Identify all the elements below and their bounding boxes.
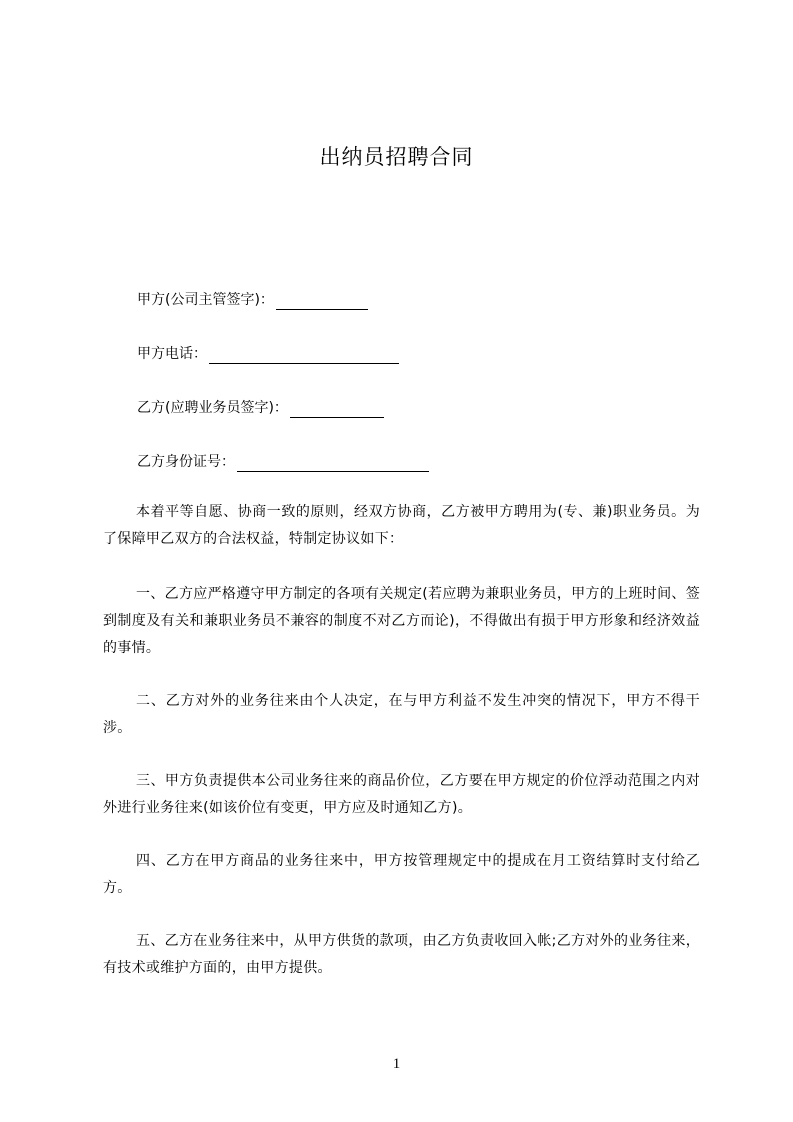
page-number: 1 (392, 1056, 401, 1072)
party-b-signature-blank (290, 402, 384, 418)
party-a-phone-blank (209, 348, 399, 364)
party-b-id-label: 乙方身份证号： (137, 454, 235, 470)
party-b-id-blank (237, 456, 429, 472)
party-a-phone-field (137, 344, 399, 364)
clause-5-paragraph: 五、乙方在业务往来中，从甲方供货的款项，由乙方负责收回入帐;乙方对外的业务往来，有技术或维护方面的，由甲方提供。 (103, 933, 700, 976)
clause-2-paragraph: 二、乙方对外的业务往来由个人决定，在与甲方利益不发生冲突的情况下，甲方不得干涉。 (103, 693, 700, 736)
intro-paragraph: 本着平等自愿、协商一致的原则，经双方协商，乙方被甲方聘用为(专、兼)职业务员。为了保障甲乙双方的合法权益，特制定协议如下： (103, 504, 700, 547)
party-b-signature-label: 乙方(应聘业务员签字)： (137, 400, 288, 416)
party-a-signature-label: 甲方(公司主管签字)： (137, 292, 274, 308)
party-b-signature-field (137, 398, 384, 418)
clause-4-paragraph: 四、乙方在甲方商品的业务往来中，甲方按管理规定中的提成在月工资结算时支付给乙方。 (103, 853, 700, 896)
party-a-phone-label: 甲方电话： (137, 346, 207, 362)
clause-1-paragraph: 一、乙方应严格遵守甲方制定的各项有关规定(若应聘为兼职业务员，甲方的上班时间、签到制度及有关和兼职业务员不兼容的制度不对乙方而论)，不得做出有损于甲方形象和经济效益的事情。 (103, 586, 700, 656)
clause-3-paragraph: 三、甲方负责提供本公司业务往来的商品价位，乙方要在甲方规定的价位浮动范围之内对外进行业务往来(如该价位有变更，甲方应及时通知乙方)。 (103, 773, 700, 816)
document-title: 出纳员招聘合同 (319, 145, 474, 169)
party-a-signature-field (137, 290, 368, 310)
party-b-id-field (137, 452, 429, 472)
party-a-signature-blank (276, 294, 368, 310)
